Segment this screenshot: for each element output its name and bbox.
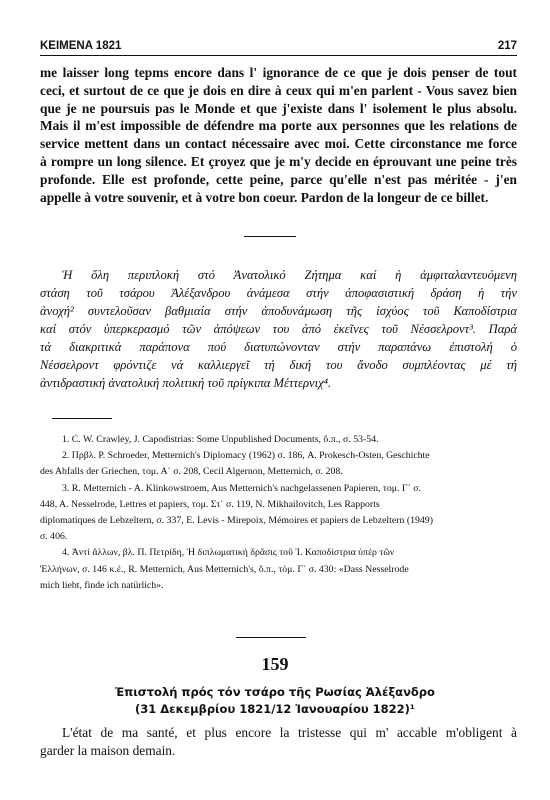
footnote-4-cont: Ἑλλήνων, σ. 146 κ.έ., R. Metternich, Aus Metternich's, ὅ.π., τόμ. Γ΄ σ. 430: «Dass Nesselrode (40, 563, 409, 575)
text-line: service mettent dans un contact nécessaire avec moi. Cette circonstance me force (40, 136, 517, 152)
running-title: KEIMENA 1821 (40, 40, 122, 52)
footnote-3-cont: diplomatiques de Lebzeltern, σ. 337, E. Levis - Mirepoix, Mémoires et papiers de Lebzeltern (1949) (40, 515, 433, 527)
title-line: Ἐπιστολή πρός τόν τσάρο τῆς Ρωσίας Ἀλέξανδρο (115, 685, 435, 699)
text-line: à rompre un long silence. Et çroyez que je m'y decide en éprouvant une peine très (40, 153, 517, 169)
document-title (0, 684, 550, 718)
footnote-2: 2. Πρβλ. P. Schroeder, Metternich's Diplomacy (1962) σ. 186, A. Prokesch-Osten, Geschichte (62, 450, 430, 462)
text-line: Mais il m'est impossible de défendre ma porte aux personnes que les relations de (40, 118, 517, 134)
text-line: me laisser long tepms encore dans l' ignorance de ce que je dois penser de tout (40, 65, 517, 80)
section-divider (244, 236, 296, 237)
letter-continuation (40, 64, 517, 206)
text-line: στάση τοῦ τσάρου Ἀλέξανδρου ἀνάμεσα στήν ἀποφασιστική δράση ἡ τήν (40, 286, 517, 300)
text-line: Νέσσελροντ φρόντιζε νά καλλιεργεῖ τή δική του ἄνοδο συμπλέοντας μέ τή (40, 358, 517, 372)
footnote-divider (52, 418, 112, 419)
running-header (40, 40, 517, 56)
commentary-paragraph (40, 266, 517, 392)
text-line: ἀνοχή² συντελοῦσαν βαθμιαία στήν ἀποδυνάμωση τῆς ἰσχύος τοῦ Καποδίστρια (40, 304, 517, 318)
text-line: appelle à votre souvenir, et à votre bon coeur. Pardon de la longeur de ce billet. (40, 189, 489, 205)
text-line: ἀντιδραστική ἀνατολική πολιτική τοῦ πρίγκιπα Μέττερνιχ⁴. (40, 376, 332, 390)
text-line: que je ne poursuis pas le Monde et que j'existe dans l' isolement le plus absolu. (40, 100, 517, 116)
footnote-2-cont: des Abfalls der Griechen, τομ. Α΄ σ. 208, Cecil Algernon, Metternich, σ. 208. (40, 466, 343, 478)
footnotes (40, 432, 517, 594)
text-line: τά διακριτικά παράπονα πού διατυπώνονταν στήν παραπάνω ἐπιστολή ὁ (40, 340, 517, 354)
footnote-1: 1. C. W. Crawley, J. Capodistrias: Some Unpublished Documents, ὅ.π., σ. 53-54. (62, 434, 379, 445)
page-number: 217 (497, 40, 517, 52)
document-number: 159 (261, 654, 289, 674)
footnote-3-cont: 448, A. Nesselrode, Lettres et papiers, τομ. Στ΄ σ. 119, N. Mikhailovitch, Les Rapports (40, 498, 380, 510)
document-divider (236, 637, 306, 638)
document-opening (40, 724, 517, 760)
text-line: Ἡ ὅλη περιπλοκή στό Ἀνατολικό Ζήτημα καί ἡ ἀμφιταλαντευόμενη (62, 268, 517, 282)
title-date-line: (31 Δεκεμβρίου 1821/12 Ἰανουαρίου 1822)¹ (135, 702, 415, 716)
footnote-3-cont: σ. 406. (40, 531, 68, 543)
text-line: garder la maison demain. (40, 743, 176, 758)
text-line: L'état de ma santé, et plus encore la tristesse qui m' accable m'obligent à (62, 725, 517, 740)
header-rule (40, 55, 517, 56)
footnote-4-cont: mich liebt, finde ich natürlich». (40, 579, 164, 591)
text-line: ceci, et surtout de ce que je dois en dire à ceux qui m'en parlent - Vous savez bien (40, 82, 517, 98)
footnote-3: 3. R. Metternich - A. Klinkowstroem, Aus Metternich's nachgelassenen Papieren, τομ. Γ΄ σ. (62, 482, 422, 494)
text-line: profonde. Elle est profonde, cette peine, parce qu'elle n'est pas méritée - j'en (40, 171, 517, 187)
footnote-4: 4. Ἀντί ἄλλων, βλ. Π. Πετρίδη, Ἡ διπλωματική δρᾶσις τοῦ Ἰ. Καποδίστρια ὑπέρ τῶν (62, 547, 395, 559)
text-line: καί στόν ὑπερκερασμό τῶν ἀπόψεων του ἀπό ἐκεῖνες τοῦ Νέσσελροντ³. Παρά (40, 322, 517, 336)
